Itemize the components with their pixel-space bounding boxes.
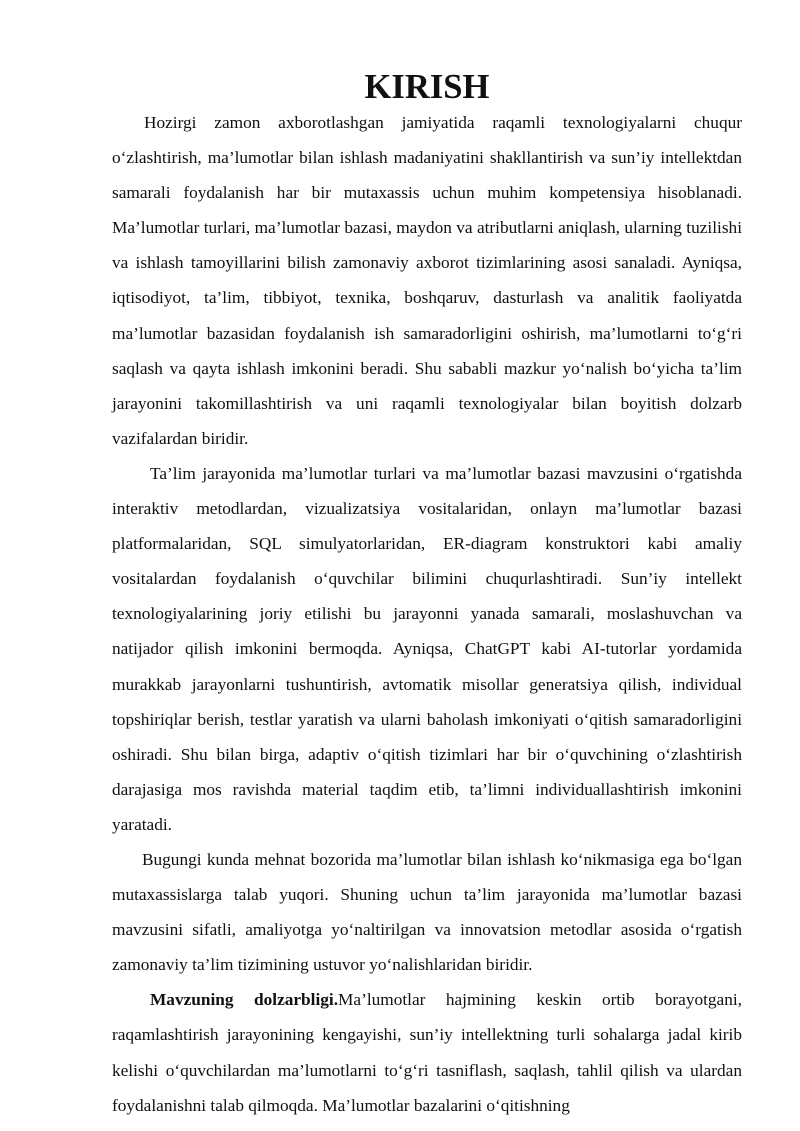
relevance-text: Ma’lumotlar hajmining keskin ortib borayotgani, raqamlashtirish jarayonining kengayishi, sun’iy intellektning turli sohalarga jadal kirib kelishi o‘quvchilardan ma’lumotlarni to‘g‘ri tasniflash, saqlash, tahlil qilish va ulardan foydalanishni talab qilmoqda. Ma’lumotlar bazalarini o‘qitishning <box>112 990 742 1115</box>
relevance-lead: Mavzuning dolzarbligi. <box>150 990 339 1010</box>
intro-paragraph-1: Hozirgi zamon axborotlashgan jamiyatida raqamli texnologiyalarni chuqur o‘zlashtirish, ma’lumotlar bilan ishlash madaniyatini shakllantirish va sun’iy intellektdan samarali foydalanish har bir mutaxassis uchun muhim kompetensiya hisoblanadi. Ma’lumotlar turlari, ma’lumotlar bazasi, maydon va atributlarni aniqlash, ularning tuzilishi va ishlash tamoyillarini bilish zamonaviy axborot tizimlarining asosi sanaladi. Ayniqsa, iqtisodiyot, ta’lim, tibbiyot, texnika, boshqaruv, dasturlash va analitik faoliyatda ma’lumotlar bazasidan foydalanish ish samaradorligini oshirish, ma’lumotlarni to‘g‘ri saqlash va qayta ishlash imkonini beradi. Shu sababli mazkur yo‘nalish bo‘yicha ta’lim jarayonini takomillashtirish va uni raqamli texnologiyalar bilan boyitish dolzarb vazifalardan biridir. <box>112 113 742 448</box>
section-heading: KIRISH <box>364 68 490 106</box>
relevance-paragraph <box>112 982 742 1122</box>
intro-paragraph-2: Ta’lim jarayonida ma’lumotlar turlari va ma’lumotlar bazasi mavzusini o‘rgatishda interaktiv metodlardan, vizualizatsiya vositalaridan, onlayn ma’lumotlar bazasi platformalaridan, SQL simulyatorlaridan, ER-diagram konstruktori kabi amaliy vositalardan foydalanish o‘quvchilar bilimini chuqurlashtiradi. Sun’iy intellekt texnologiyalarining joriy etilishi bu jarayonni yanada samarali, moslashuvchan va natijador qilish imkonini bermoqda. Ayniqsa, ChatGPT kabi AI-tutorlar yordamida murakkab jarayonlarni tushuntirish, avtomatik misollar generatsiya qilish, individual topshiriqlar berish, testlar yaratish va ularni baholash imkoniyati o‘qitish samaradorligini oshiradi. Shu bilan birga, adaptiv o‘qitish tizimlari har bir o‘quvchining o‘zlashtirish darajasiga mos ravishda material taqdim etib, ta’limni individuallashtirish imkonini yaratadi. <box>112 463 742 834</box>
intro-paragraph-3: Bugungi kunda mehnat bozorida ma’lumotlar bilan ishlash ko‘nikmasiga ega bo‘lgan mutaxassislarga talab yuqori. Shuning uchun ta’lim jarayonida ma’lumotlar bazasi mavzusini sifatli, amaliyotga yo‘naltirilgan va innovatsion metodlar asosida o‘rgatish zamonaviy ta’lim tizimining ustuvor yo‘nalishlaridan biridir. <box>112 849 742 975</box>
document-page <box>112 70 742 1123</box>
